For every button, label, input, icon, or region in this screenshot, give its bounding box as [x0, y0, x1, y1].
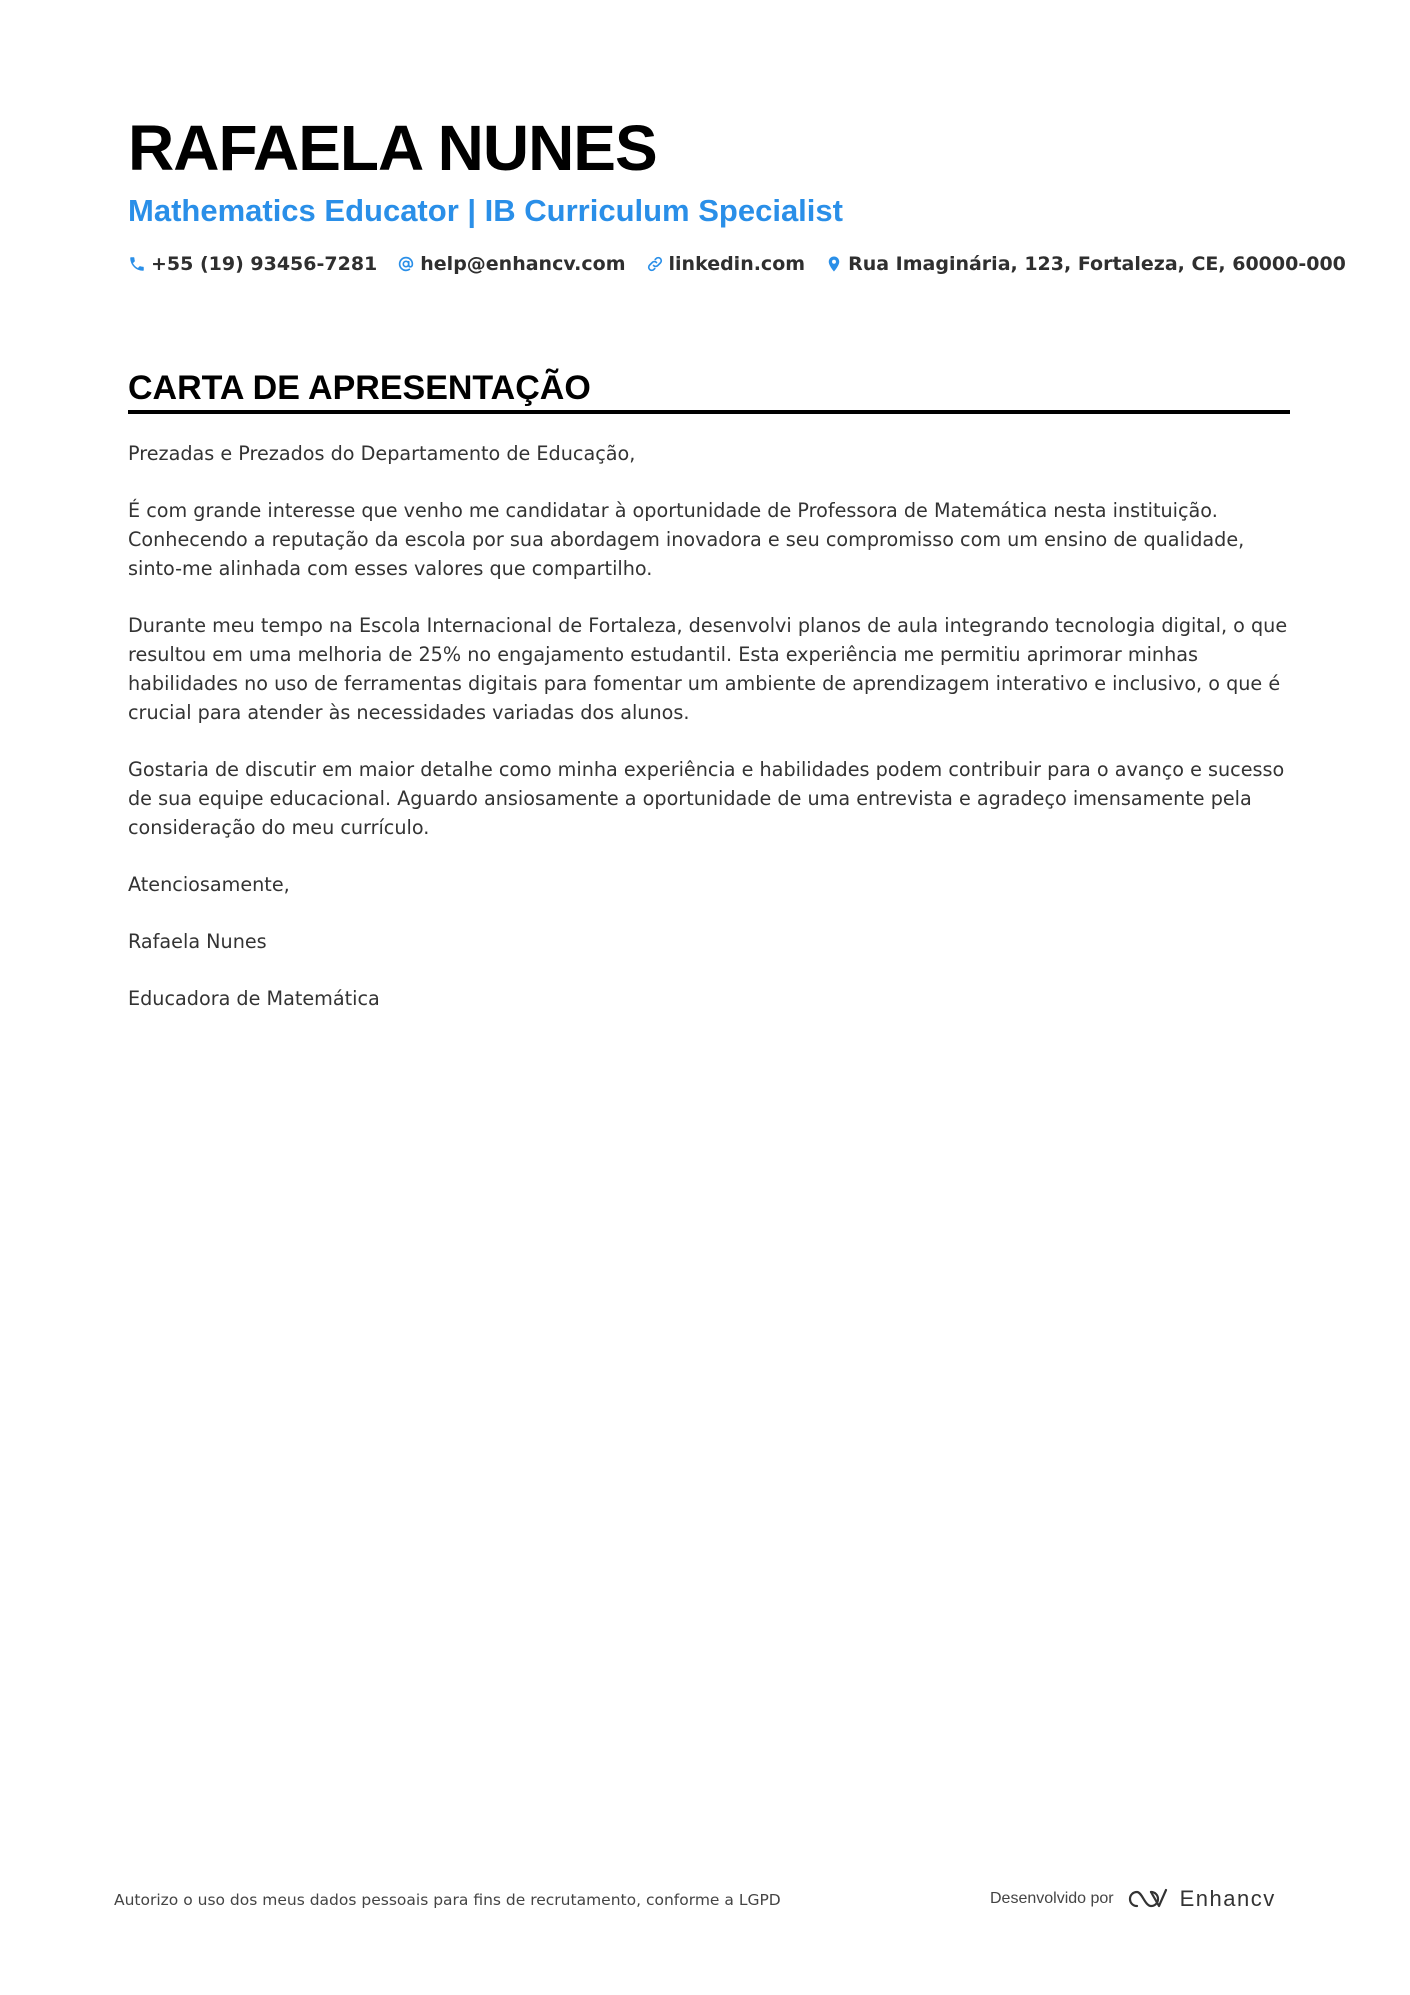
section-divider: [128, 410, 1290, 414]
enhancv-logo-icon: [1126, 1887, 1170, 1911]
contact-email-text: help@enhancv.com: [420, 253, 626, 275]
contact-email[interactable]: [397, 253, 625, 275]
link-icon: [646, 255, 664, 273]
section-title: CARTA DE APRESENTAÇÃO: [128, 369, 591, 407]
powered-by-label: Desenvolvido por: [990, 1890, 1114, 1907]
signature-name: Rafaela Nunes: [128, 930, 267, 953]
enhancv-logo: [1126, 1886, 1276, 1912]
contact-address-text: Rua Imaginária, 123, Fortaleza, CE, 60000-000: [848, 253, 1346, 275]
contact-phone-text: +55 (19) 93456-7281: [151, 253, 378, 275]
location-pin-icon: [825, 255, 843, 273]
contact-address: [825, 253, 1346, 275]
candidate-name: RAFAELA NUNES: [128, 112, 657, 184]
letter-paragraph-3: Gostaria de discutir em maior detalhe como minha experiência e habilidades podem contribuir para o avanço e sucesso de sua equipe educacional. Aguardo ansiosamente a oportunidade de uma entrevista e agradeço imensamente pela consideração do meu currículo.: [128, 758, 1285, 839]
letter-paragraph-2: Durante meu tempo na Escola Internacional de Fortaleza, desenvolvi planos de aula integrando tecnologia digital, o que resultou em uma melhoria de 25% no engajamento estudantil. Esta experiência me permitiu aprimorar minhas habilidades no uso de ferramentas digitais para fomentar um ambiente de aprendizagem interativo e inclusivo, o que é crucial para atender às necessidades variadas dos alunos.: [128, 614, 1288, 724]
letter-body: [128, 439, 1288, 1041]
contact-phone: [128, 253, 377, 275]
footer-consent: Autorizo o uso dos meus dados pessoais para fins de recrutamento, conforme a LGPD: [114, 1891, 781, 1909]
phone-icon: [128, 255, 146, 273]
contact-linkedin[interactable]: [646, 253, 806, 275]
letter-greeting: Prezadas e Prezados do Departamento de Educação,: [128, 442, 636, 465]
candidate-headline: Mathematics Educator | IB Curriculum Specialist: [128, 193, 843, 228]
footer-brand[interactable]: [990, 1886, 1276, 1912]
brand-name: Enhancv: [1179, 1886, 1276, 1911]
at-icon: [397, 255, 415, 273]
contact-linkedin-text: linkedin.com: [668, 253, 806, 275]
contact-row: [128, 253, 1346, 275]
signature-title: Educadora de Matemática: [128, 987, 380, 1010]
letter-paragraph-1: É com grande interesse que venho me candidatar à oportunidade de Professora de Matemática nesta instituição. Conhecendo a reputação da escola por sua abordagem inovadora e seu compromisso com um ensino de qualidade, sinto-me alinhada com esses valores que compartilho.: [128, 499, 1245, 580]
letter-closing: Atenciosamente,: [128, 873, 290, 896]
